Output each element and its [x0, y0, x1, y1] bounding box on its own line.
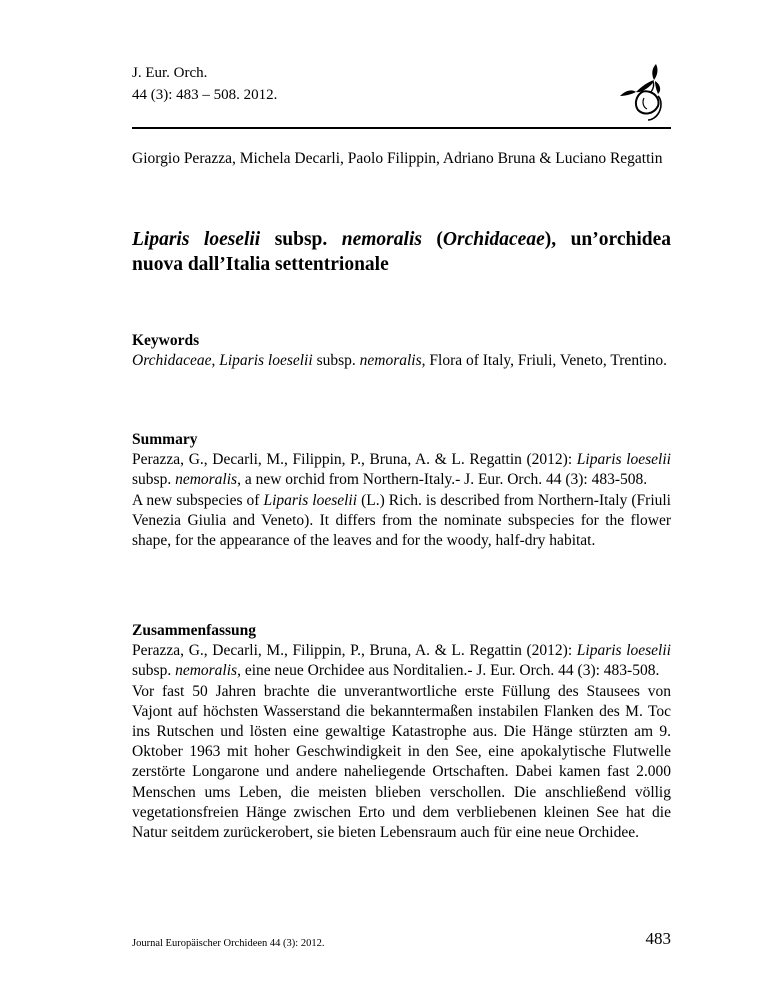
keyword-sep: , [211, 352, 220, 370]
summary-citation [132, 450, 671, 490]
keyword-subsp: subsp. [312, 352, 360, 370]
summary-cite-subsp: subsp. [132, 471, 176, 489]
keywords-heading: Keywords [132, 332, 200, 349]
title-paren: ( [421, 229, 443, 250]
summary-cite-rest: , a new orchid from Northern-Italy.- J. Eur. Orch. 44 (3): 483-508. [237, 471, 648, 489]
zusammenfassung-section [132, 621, 671, 843]
title-subspecies: nemoralis [341, 229, 422, 250]
author-list: Giorgio Perazza, Michela Decarli, Paolo Filippin, Adriano Bruna & Luciano Regattin [132, 150, 663, 167]
keyword-rest: , Flora of Italy, Friuli, Veneto, Trentino. [421, 352, 668, 370]
title-family: Orchidaceae [442, 229, 545, 250]
page [132, 0, 671, 994]
title-subsp: subsp. [260, 229, 342, 250]
zus-cite-subsp: subsp. [132, 662, 176, 680]
summary-body [132, 491, 671, 552]
journal-citation: 44 (3): 483 – 508. 2012. [132, 87, 278, 103]
zus-cite-authors: Perazza, G., Decarli, M., Filippin, P., Bruna, A. & L. Regattin (2012): [132, 642, 577, 660]
journal-name: J. Eur. Orch. [132, 65, 208, 81]
article-title [132, 227, 671, 277]
summary-heading: Summary [132, 431, 198, 448]
summary-body-rest: (L.) Rich. is described from Northern-Italy (Friuli Venezia Giulia and Veneto). It differs from the nominate subspecies for the flower shape, for the appearance of the leaves and for the woody, half-dry habitat. [132, 491, 671, 550]
title-species: Liparis loeselii [132, 229, 261, 250]
summary-cite-authors: Perazza, G., Decarli, M., Filippin, P., Bruna, A. & L. Regattin (2012): [132, 451, 577, 469]
summary-section [132, 430, 671, 551]
summary-cite-species: Liparis loeselii [576, 451, 671, 469]
zus-cite-species: Liparis loeselii [576, 642, 671, 660]
keywords-text [132, 351, 671, 371]
zusammenfassung-heading: Zusammenfassung [132, 622, 257, 639]
footer-journal: Journal Europäischer Orchideen 44 (3): 2012. [132, 938, 325, 949]
zusammenfassung-body: Vor fast 50 Jahren brachte die unverantwortliche erste Füllung des Stausees von Vajont auf höchsten Wasserstand die bekanntermaßen instabilen Flanken des M. Toc ins Rutschen und lösten eine gewaltige Katastrophe aus. Die Hänge stürzten am 9. Oktober 1963 mit hoher Geschwindigkeit in den See, eine apokalytische Flutwelle zerstörte Longarone und andere naheliegende Ortschaften. Dabei kamen fast 2.000 Menschen ums Leben, die meisten blieben verschollen. Die anschließend völlig vegetationsfreien Hänge zwischen Erto und dem verbliebenen kleinen See hat die Natur seitdem zurückerobert, sie bieten Lebensraum auch für eine neue Orchidee. [132, 682, 671, 842]
keyword-subspecies: nemoralis [359, 352, 422, 370]
summary-body-intro: A new subspecies of [132, 491, 264, 509]
summary-body-species: Liparis loeselii [263, 491, 358, 509]
orchid-flower-icon [618, 62, 670, 122]
summary-cite-subspecies: nemoralis [175, 471, 238, 489]
title-rest: ), un’orchidea nuova dall’Italia settentrionale [132, 229, 671, 275]
journal-header [132, 62, 277, 106]
keyword-family: Orchidaceae [132, 352, 212, 370]
keywords-section [132, 331, 671, 371]
keyword-species: Liparis loeselii [219, 352, 313, 370]
page-number: 483 [645, 929, 671, 948]
zusammenfassung-citation [132, 641, 671, 681]
zus-cite-rest: , eine neue Orchidee aus Norditalien.- J. Eur. Orch. 44 (3): 483-508. [237, 662, 660, 680]
header-rule [132, 127, 671, 129]
zus-cite-subspecies: nemoralis [175, 662, 238, 680]
